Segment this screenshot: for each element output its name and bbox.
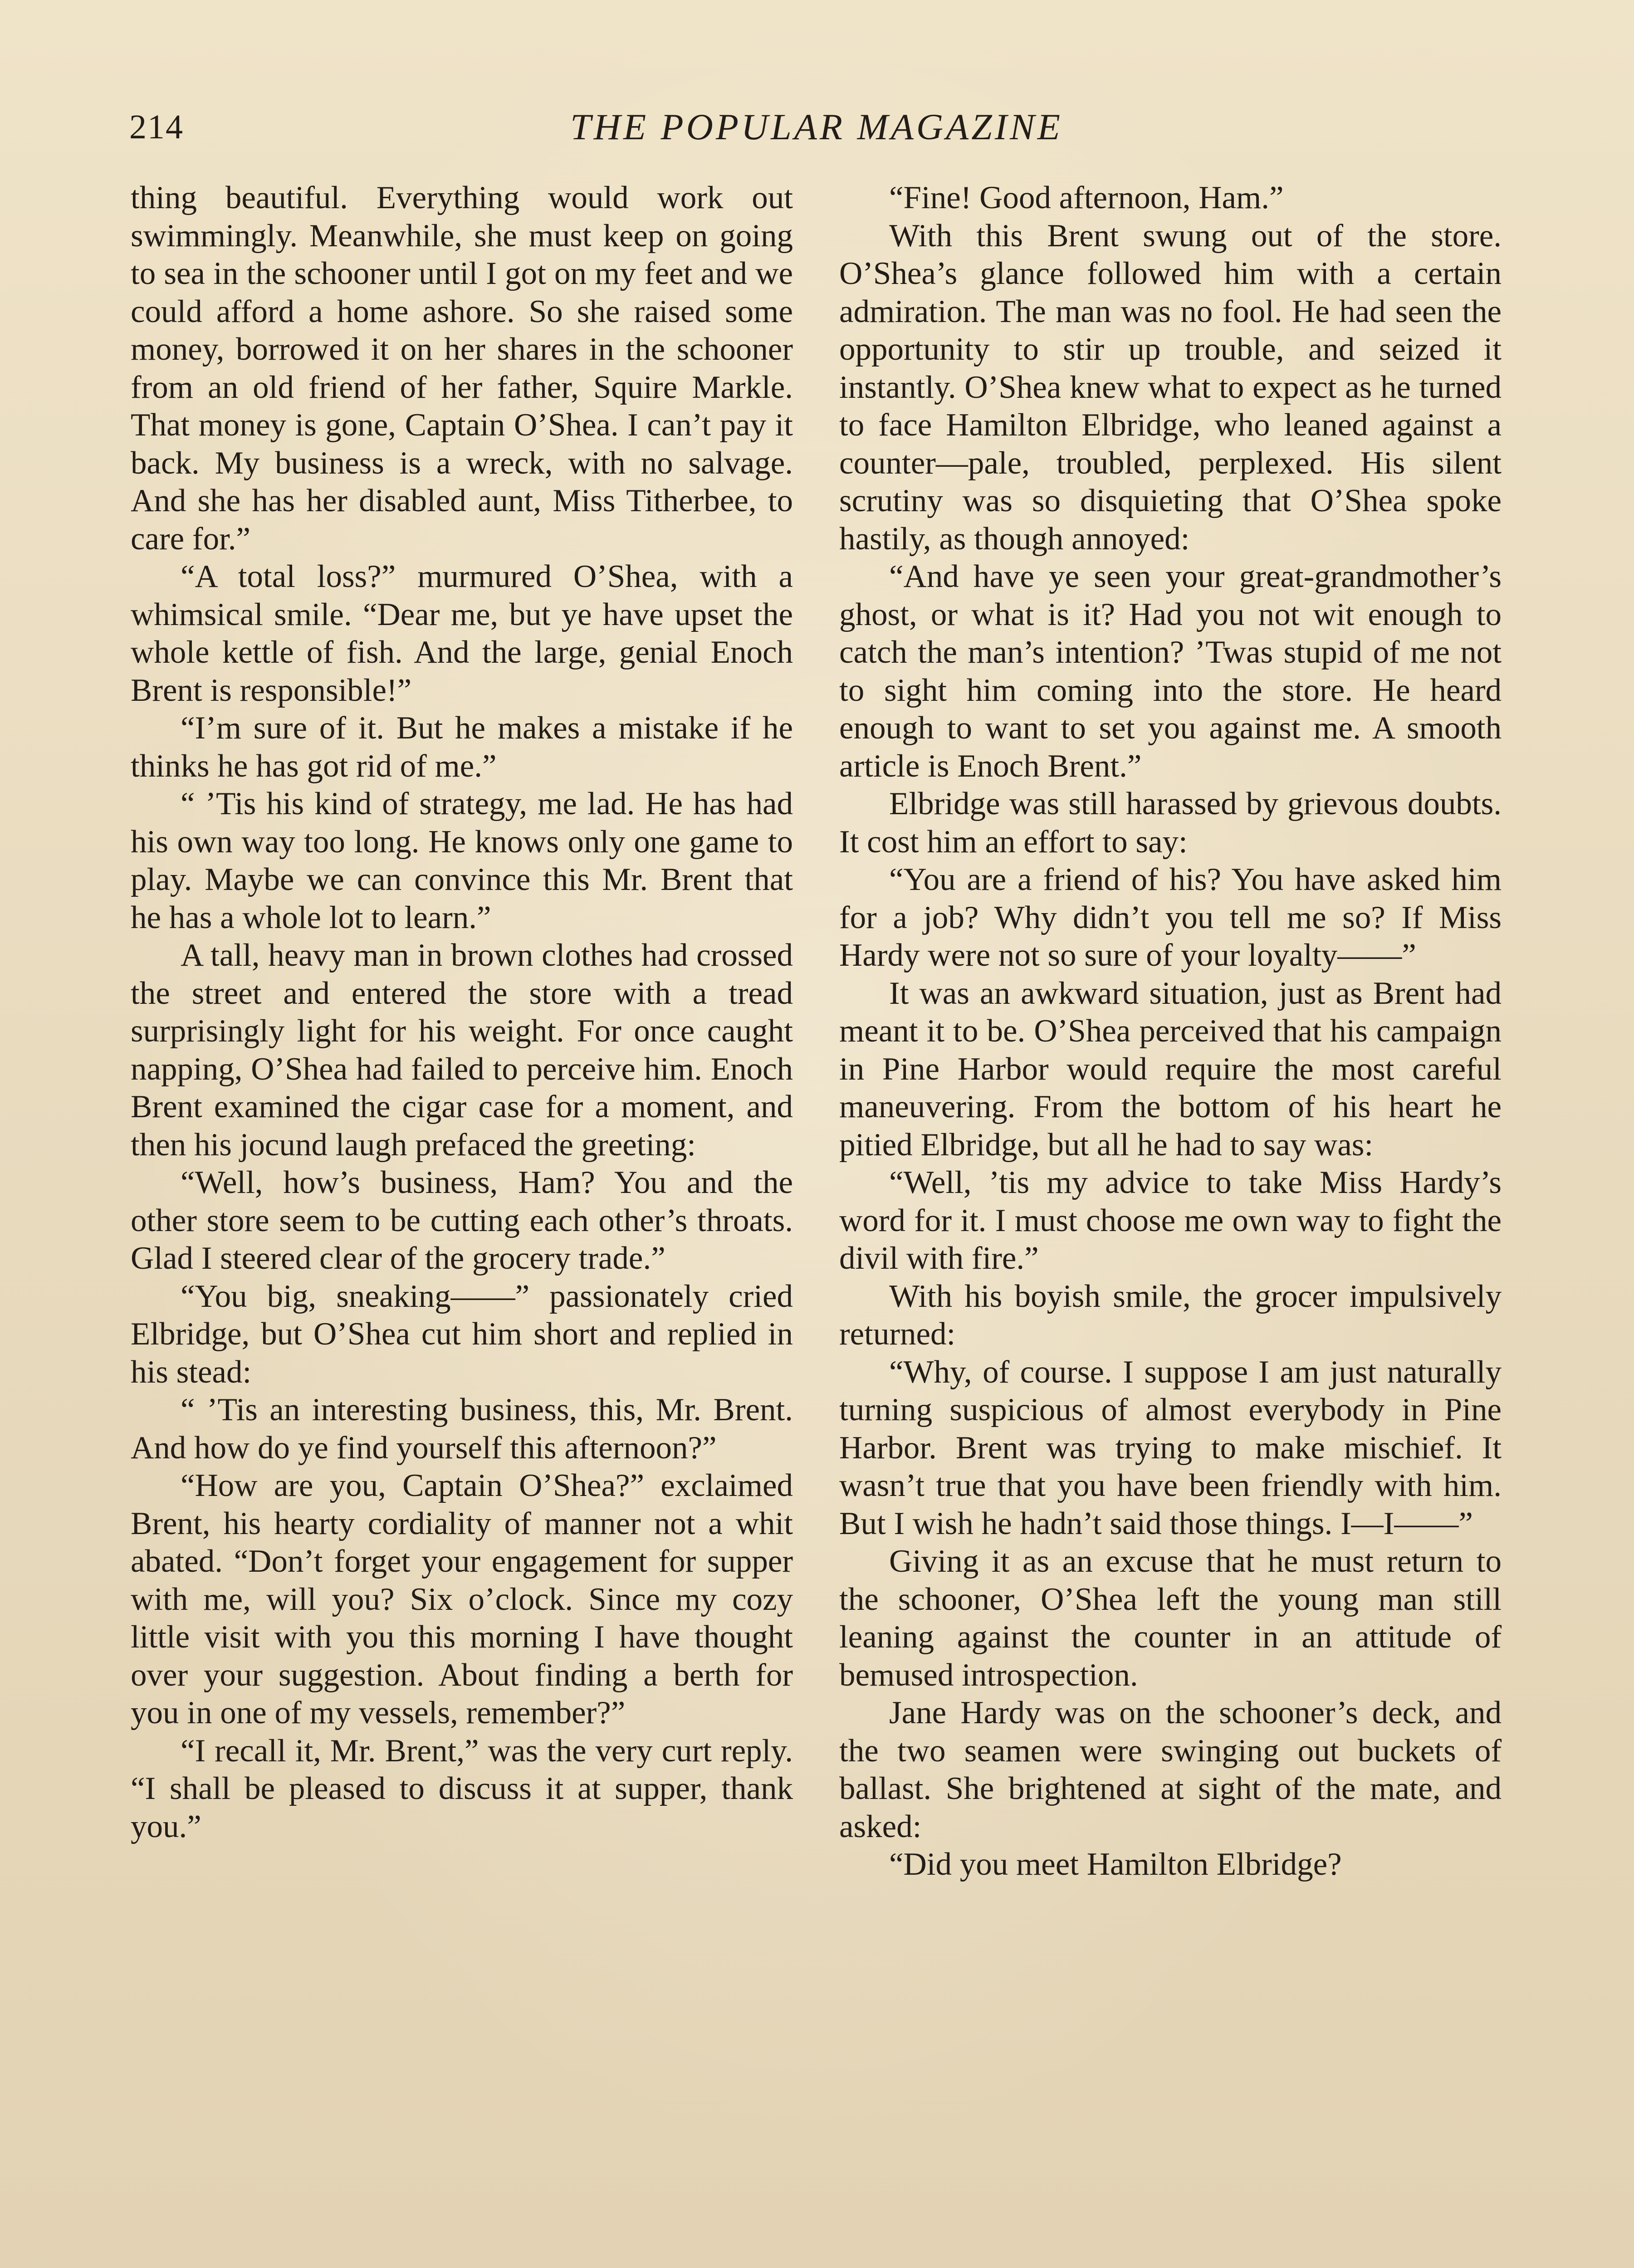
right-column	[839, 179, 1502, 1884]
paragraph: “You big, sneaking——” passionately cried Elbridge, but O’Shea cut him short and replied in his stead:	[131, 1278, 793, 1390]
paragraph: thing beautiful. Everything would work out swimmingly. Meanwhile, she must keep on going to sea in the schooner until I got on my feet and we could afford a home ashore. So she raised some money, borrowed it on her shares in the schooner from an old friend of her father, Squire Markle. That money is gone, Captain O’Shea. I can’t pay it back. My business is a wreck, with no salvage. And she has her disabled aunt, Miss Titherbee, to care for.”	[131, 180, 793, 557]
paragraph: “You are a friend of his? You have asked him for a job? Why didn’t you tell me so? If Miss Hardy were not so sure of your loyalty——”	[839, 862, 1502, 973]
paragraph: “Why, of course. I suppose I am just naturally turning suspicious of almost everybody in Pine Harbor. Brent was trying to make mischief. It wasn’t true that you have been friendly with him. But I wish he hadn’t said those things. I—I——”	[839, 1354, 1502, 1541]
paragraph: “And have ye seen your great-grandmother’s ghost, or what is it? Had you not wit enough to catch the man’s intention? ’Twas stupid of me not to sight him coming into the store. He heard enough to want to set you against me. A smooth article is Enoch Brent.”	[839, 559, 1502, 784]
paragraph: “ ’Tis an interesting business, this, Mr. Brent. And how do ye find yourself this afternoon?”	[131, 1392, 793, 1466]
paragraph: It was an awkward situation, just as Brent had meant it to be. O’Shea perceived that his campaign in Pine Harbor would require the most careful maneuvering. From the bottom of his heart he pitied Elbridge, but all he had to say was:	[839, 975, 1502, 1163]
paragraph: “Fine! Good afternoon, Ham.”	[889, 180, 1284, 215]
paragraph: Jane Hardy was on the schooner’s deck, and the two seamen were swinging out buckets of ballast. She brightened at sight of the mate, and asked:	[839, 1695, 1502, 1844]
paragraph: Giving it as an excuse that he must return to the schooner, O’Shea left the young man still leaning against the counter in an attitude of bemused introspection.	[839, 1544, 1502, 1693]
paragraph: With his boyish smile, the grocer impulsively returned:	[839, 1278, 1502, 1352]
paragraph: “A total loss?” murmured O’Shea, with a whimsical smile. “Dear me, but ye have upset the whole kettle of fish. And the large, genial Enoch Brent is responsible!”	[131, 559, 793, 708]
left-column	[131, 179, 793, 1846]
paragraph: “I recall it, Mr. Brent,” was the very curt reply. “I shall be pleased to discuss it at supper, thank you.”	[131, 1733, 793, 1844]
paragraph: Elbridge was still harassed by grievous doubts. It cost him an effort to say:	[839, 786, 1502, 860]
page-number: 214	[129, 108, 184, 146]
paragraph: “How are you, Captain O’Shea?” exclaimed Brent, his hearty cordiality of manner not a whit abated. “Don’t forget your engagement for supper with me, will you? Six o’clock. Since my cozy little visit with you this morning I have thought over your suggestion. About finding a berth for you in one of my vessels, remember?”	[131, 1468, 793, 1730]
paragraph: “Well, ’tis my advice to take Miss Hardy’s word for it. I must choose me own way to fight the divil with fire.”	[839, 1165, 1502, 1276]
paragraph: With this Brent swung out of the store. O’Shea’s glance followed him with a certain admiration. The man was no fool. He had seen the opportunity to stir up trouble, and seized it instantly. O’Shea knew what to expect as he turned to face Hamilton Elbridge, who leaned against a counter—pale, troubled, perplexed. His silent scrutiny was so disquieting that O’Shea spoke hastily, as though annoyed:	[839, 218, 1502, 557]
paragraph: “Did you meet Hamilton Elbridge?	[889, 1847, 1342, 1882]
paragraph: “Well, how’s business, Ham? You and the other store seem to be cutting each other’s throats. Glad I steered clear of the grocery trade.”	[131, 1165, 793, 1276]
paragraph: “I’m sure of it. But he makes a mistake if he thinks he has got rid of me.”	[131, 710, 793, 784]
paragraph: A tall, heavy man in brown clothes had crossed the street and entered the store with a tread surprisingly light for his weight. For once caught napping, O’Shea had failed to perceive him. Enoch Brent examined the cigar case for a moment, and then his jocund laugh prefaced the greeting:	[131, 938, 793, 1163]
page-header	[0, 100, 1634, 154]
paragraph: “ ’Tis his kind of strategy, me lad. He has had his own way too long. He knows only one game to play. Maybe we can convince this Mr. Brent that he has a whole lot to learn.”	[131, 786, 793, 935]
running-title: THE POPULAR MAGAZINE	[570, 106, 1063, 147]
